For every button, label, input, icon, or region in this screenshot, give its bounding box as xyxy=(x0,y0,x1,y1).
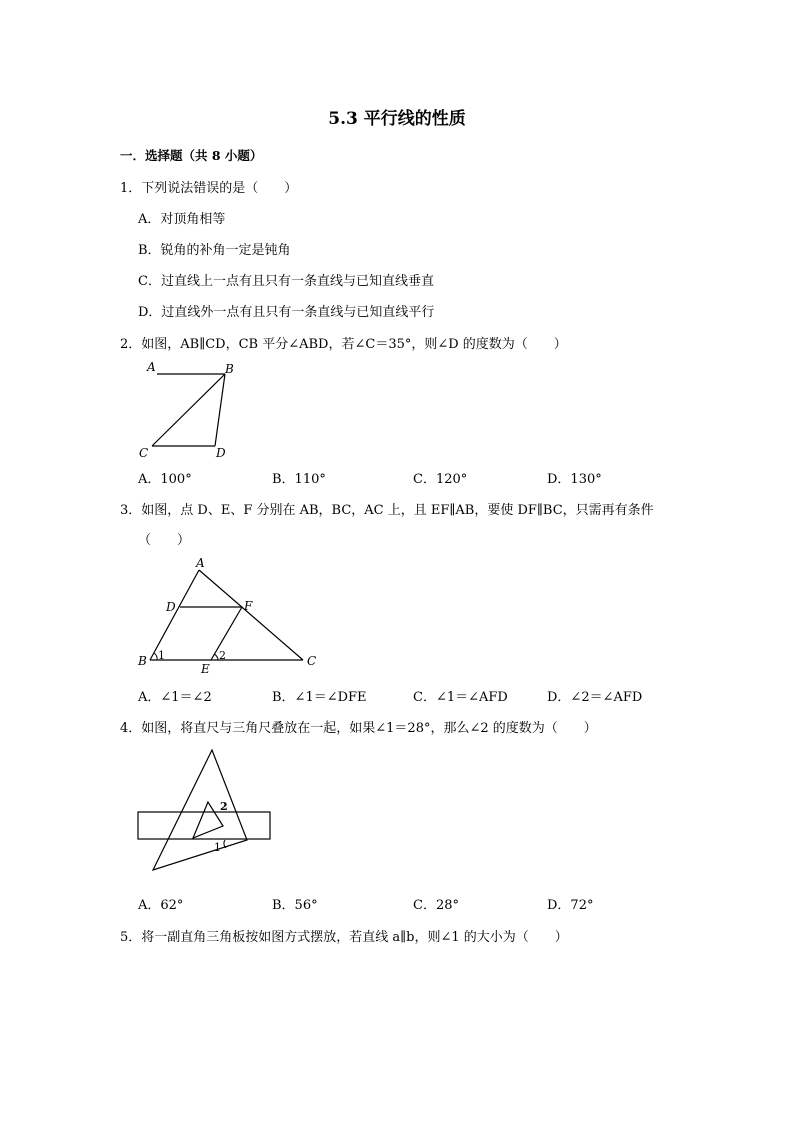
label-e: E xyxy=(201,662,210,676)
question-2-stem: 2．如图，AB∥CD，CB 平分∠ABD，若∠C＝35°，则∠D 的度数为（ ） xyxy=(120,337,567,352)
label-d: D xyxy=(166,600,176,614)
question-2-figure xyxy=(135,356,245,464)
question-5-stem: 5．将一副直角三角板按如图方式摆放，若直线 a∥b，则∠1 的大小为（ ） xyxy=(120,930,568,945)
question-1-option-b: B．锐角的补角一定是钝角 xyxy=(138,243,291,258)
question-3-option-d: D．∠2＝∠AFD xyxy=(547,690,643,705)
question-1-option-c: C．过直线上一点有且只有一条直线与已知直线垂直 xyxy=(138,274,434,289)
label-c: C xyxy=(139,446,149,460)
question-2-option-c: C．120° xyxy=(413,472,468,487)
label-a: A xyxy=(196,556,205,570)
label-b: B xyxy=(225,362,234,376)
question-4-option-c: C．28° xyxy=(413,898,459,913)
question-2-option-d: D．130° xyxy=(547,472,602,487)
section-heading: 一．选择题（共 8 小题） xyxy=(120,148,263,163)
question-4-option-d: D．72° xyxy=(547,898,594,913)
label-one: 1 xyxy=(158,649,165,662)
question-3-stem-bracket: （ ） xyxy=(138,533,191,548)
question-1-stem: 1．下列说法错误的是（ ） xyxy=(120,181,298,196)
label-two: 2 xyxy=(219,649,226,662)
segment-ab xyxy=(150,570,199,660)
question-4-option-a: A．62° xyxy=(138,898,184,913)
label-d: D xyxy=(216,446,226,460)
triangle-outer xyxy=(153,750,247,870)
question-4-figure xyxy=(134,744,279,884)
angle-1-arc xyxy=(154,653,157,660)
label-b: B xyxy=(138,654,147,668)
document-title: 5.3 平行线的性质 xyxy=(328,109,466,129)
question-3-option-c: C．∠1＝∠AFD xyxy=(413,690,508,705)
segment-ac xyxy=(199,570,303,660)
question-2-option-a: A．100° xyxy=(138,472,192,487)
ruler xyxy=(138,812,270,839)
question-1-option-d: D．过直线外一点有且只有一条直线与已知直线平行 xyxy=(138,305,435,320)
segment-bc xyxy=(152,374,225,446)
label-one: 1 xyxy=(214,841,221,854)
label-a: A xyxy=(147,360,156,374)
segment-bd xyxy=(215,374,225,446)
segment-ef xyxy=(211,607,242,660)
question-3-option-b: B．∠1＝∠DFE xyxy=(272,690,367,705)
triangle-inner xyxy=(193,802,223,838)
question-3-figure xyxy=(134,554,334,680)
question-4-stem: 4．如图，将直尺与三角尺叠放在一起，如果∠1＝28°，那么∠2 的度数为（ ） xyxy=(120,721,597,736)
question-4-option-b: B．56° xyxy=(272,898,318,913)
question-1-option-a: A．对顶角相等 xyxy=(138,212,226,227)
label-c: C xyxy=(307,654,317,668)
label-f: F xyxy=(244,599,253,613)
label-two: 2 xyxy=(220,800,228,813)
question-3-option-a: A．∠1＝∠2 xyxy=(138,690,212,705)
question-2-option-b: B．110° xyxy=(272,472,326,487)
question-3-stem: 3．如图，点 D、E、F 分别在 AB，BC，AC 上，且 EF∥AB，要使 DF∥BC，只需再有条件 xyxy=(120,503,654,518)
